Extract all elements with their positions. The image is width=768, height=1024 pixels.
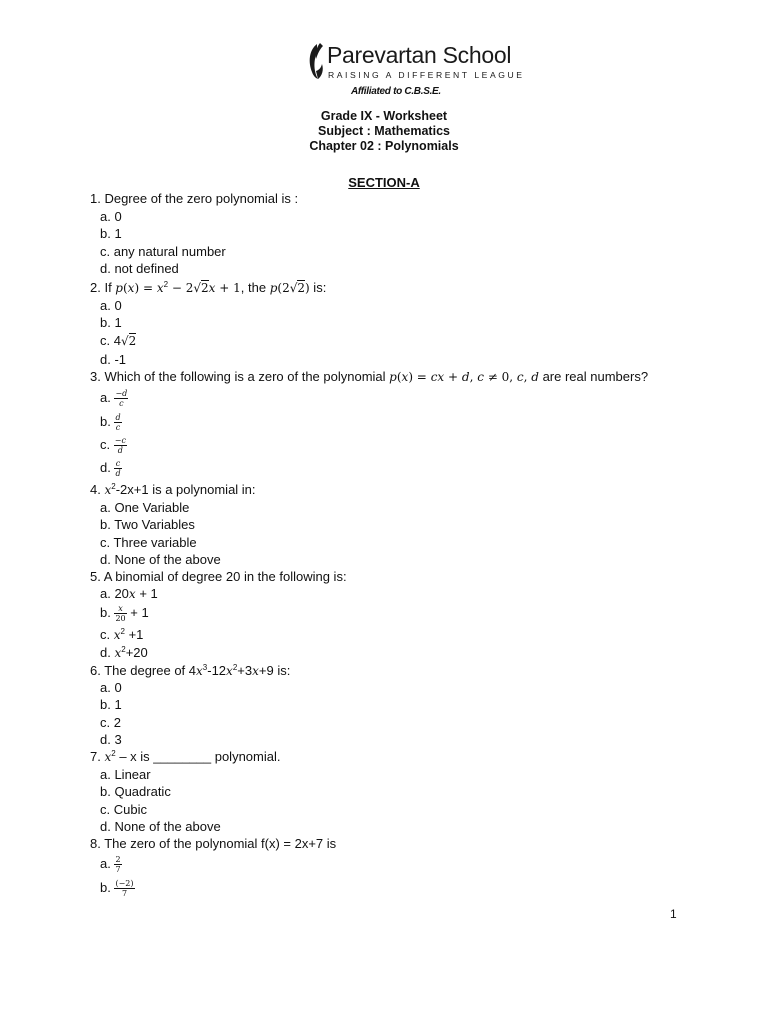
q8-option-a: [100, 855, 122, 874]
q6-option-d: d. 3: [100, 732, 122, 747]
fraction: $\frac{2}{7}$: [115, 855, 121, 874]
q6-option-b: b. 1: [100, 697, 122, 712]
question-7: 7. $x^2$ – x is ________ polynomial.: [90, 749, 281, 764]
fraction: $\frac{x}{20}$: [115, 604, 126, 623]
q5-option-c-prefix: c.: [100, 627, 114, 642]
q4-suffix: -2x+1 is a polynomial in:: [115, 482, 256, 497]
q5-option-d: d. $x^2+20$: [100, 645, 148, 660]
q3-option-b: [100, 413, 122, 432]
q2-option-a: a. 0: [100, 298, 122, 313]
q3-option-a: [100, 389, 128, 408]
q3-option-b-label: b.: [100, 413, 115, 429]
fraction: $\frac{-c}{d}$: [114, 436, 126, 455]
worksheet-titles: [0, 109, 768, 154]
subject-title: Subject : Mathematics: [318, 124, 450, 138]
question-8: 8. The zero of the polynomial f(x) = 2x+7 is: [90, 836, 337, 851]
q3-option-a-label: a.: [100, 389, 115, 405]
q7-option-a: a. Linear: [100, 767, 151, 782]
q4-option-d: d. None of the above: [100, 552, 221, 567]
q1-option-b: b. 1: [100, 226, 122, 241]
question-5: 5. A binomial of degree 20 in the following is:: [90, 569, 347, 584]
fraction: $\frac{c}{d}$: [115, 459, 121, 478]
q6-prefix: 6. The degree of 4: [90, 663, 197, 678]
q5-option-a: a. 20x + 1: [100, 586, 158, 601]
q1-option-d: d. not defined: [100, 261, 179, 276]
q2-option-b: b. 1: [100, 315, 122, 330]
q3-option-d: [100, 459, 122, 478]
q5-option-b-prefix: b.: [100, 604, 115, 620]
q3-option-d-label: d.: [100, 459, 115, 475]
q2-option-c-label: c. 4: [100, 333, 121, 348]
q2-option-d: d. -1: [100, 352, 127, 367]
q5-option-c-suffix: +1: [124, 627, 144, 642]
q5-option-c: c. $x^2 +1$: [100, 627, 144, 642]
q4-option-b: b. Two Variables: [100, 517, 195, 532]
q7-prefix: 7.: [90, 749, 105, 764]
q5-option-a-prefix: a. 20: [100, 586, 129, 601]
affiliation-text: Affiliated to C.B.S.E.: [351, 86, 441, 97]
q6-option-c: c. 2: [100, 715, 121, 730]
chapter-title: Chapter 02 : Polynomials: [309, 139, 459, 153]
q8-option-b: [100, 879, 135, 898]
q4-prefix: 4.: [90, 482, 105, 497]
q3-prefix: 3. Which of the following is a zero of the polynomial: [90, 369, 390, 384]
q4-option-a: a. One Variable: [100, 500, 190, 515]
q8-option-a-label: a.: [100, 855, 115, 871]
q3-option-c-label: c.: [100, 436, 114, 452]
q5-option-b-suffix: + 1: [126, 604, 149, 620]
q7-option-b: b. Quadratic: [100, 784, 171, 799]
q3-option-c: [100, 436, 127, 455]
grade-title: Grade IX - Worksheet: [320, 109, 448, 123]
q2-formula-math: p: [115, 281, 123, 295]
school-tagline: RAISING A DIFFERENT LEAGUE: [328, 70, 525, 80]
question-2: 2. If $p(x) = x^2 - 2√2x + 1$, the p(2√2) is:: [90, 280, 327, 295]
q7-option-c: c. Cubic: [100, 802, 147, 817]
q6-option-a: a. 0: [100, 680, 122, 695]
q5-option-d-suffix: +20: [125, 645, 148, 660]
q4-option-c: c. Three variable: [100, 535, 197, 550]
q1-option-c: c. any natural number: [100, 244, 226, 259]
page-number: 1: [670, 907, 677, 921]
q6-suffix: is:: [273, 663, 291, 678]
question-6: 6. The degree of $4x^3-12x^2+3x+9$ is:: [90, 663, 291, 678]
q2-mid: , the: [240, 280, 270, 295]
q7-option-d: d. None of the above: [100, 819, 221, 834]
leaf-logo-icon: [303, 42, 327, 80]
q2-suffix: is:: [309, 280, 327, 295]
q7-suffix: – x is ________ polynomial.: [115, 749, 281, 764]
q3-suffix: are real numbers?: [538, 369, 649, 384]
q2-prefix: 2. If: [90, 280, 116, 295]
fraction: $\frac{(-2)}{7}$: [115, 879, 134, 898]
q8-option-b-label: b.: [100, 879, 115, 895]
q5-option-a-suffix: + 1: [135, 586, 158, 601]
q1-option-a: a. 0: [100, 209, 122, 224]
school-name: Parevartan School: [327, 42, 512, 68]
question-4: 4. $x^2-2x+1$ is a polynomial in:: [90, 482, 256, 497]
fraction: $\frac{d}{c}$: [115, 413, 121, 432]
q2-option-c: c. 4√2: [100, 333, 137, 348]
q5-option-d-prefix: d.: [100, 645, 115, 660]
question-1: 1. Degree of the zero polynomial is :: [90, 191, 299, 206]
section-heading: SECTION-A: [348, 175, 420, 190]
q5-option-b: [100, 604, 149, 623]
fraction: $\frac{-d}{c}$: [115, 389, 128, 408]
question-3: 3. Which of the following is a zero of the polynomial p(x) = cx + d, c ≠ 0, c, d are real numbers?: [90, 369, 649, 384]
